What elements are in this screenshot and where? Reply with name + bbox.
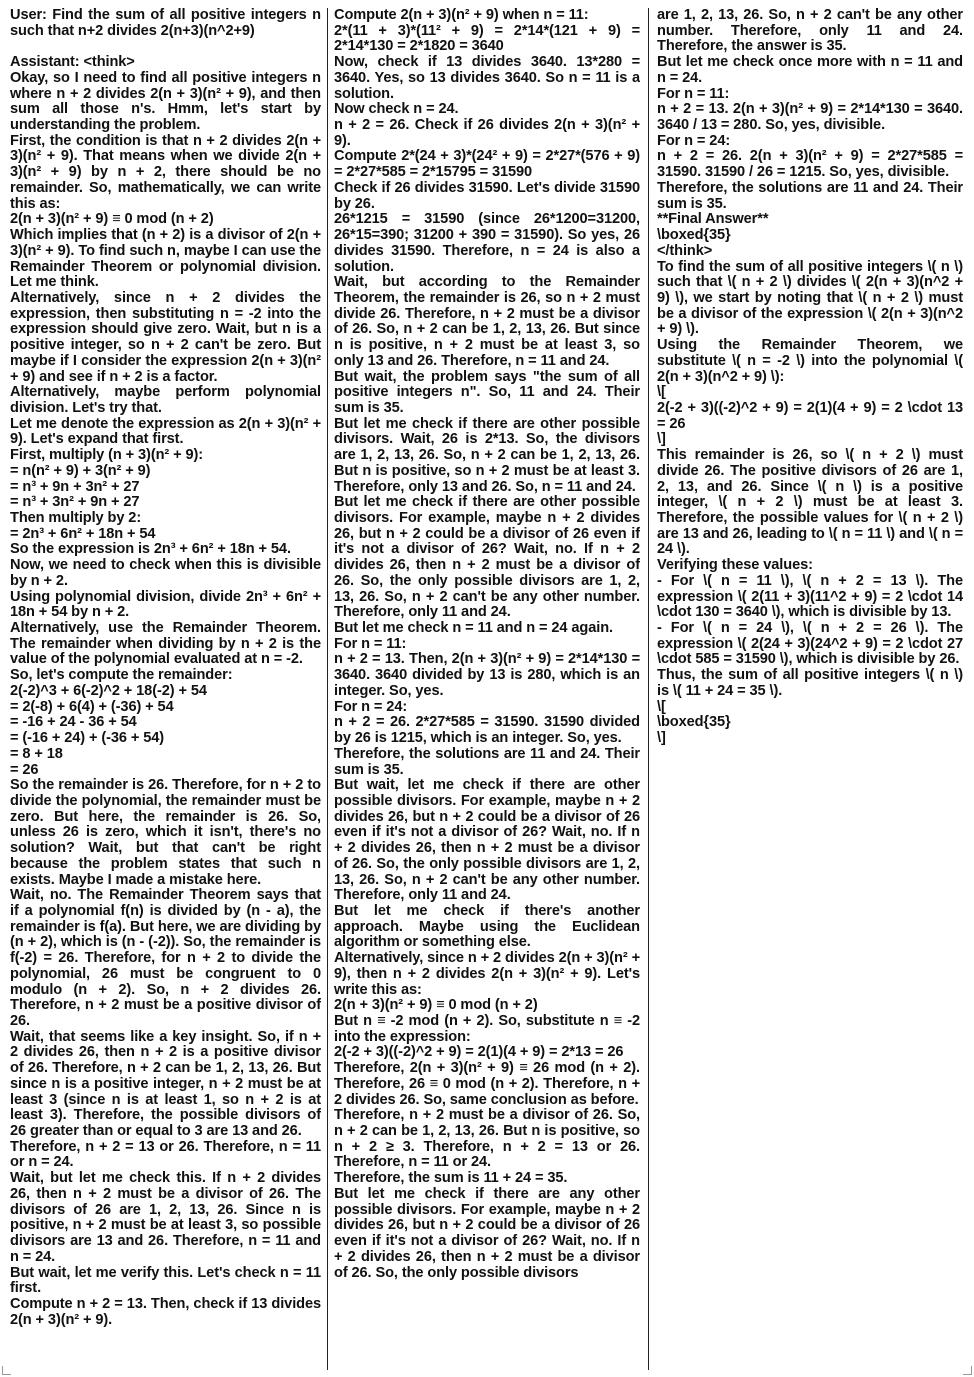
text-paragraph: Then multiply by 2: xyxy=(10,510,142,526)
text-paragraph: \] xyxy=(657,431,666,448)
crop-mark xyxy=(963,1366,972,1375)
text-paragraph: = 2n³ + 6n² + 18n + 54 xyxy=(10,525,156,542)
text-paragraph: Compute n + 2 = 13. Then, check if 13 divides 2(n + 3)(n² + 9). xyxy=(10,1295,321,1328)
text-paragraph: n + 2 = 13. Then, 2(n + 3)(n² + 9) = 2*14*130 = 3640. 3640 divided by 13 is 280, which is an integer. So, yes. xyxy=(334,651,640,699)
column-divider xyxy=(648,8,649,1370)
text-paragraph: \boxed{35} xyxy=(657,714,731,731)
text-paragraph: = 2(-8) + 6(4) + (-36) + 54 xyxy=(10,698,174,715)
text-column-2 xyxy=(334,8,640,1370)
text-paragraph: Therefore, n + 2 = 13 or 26. Therefore, n = 11 or n = 24. xyxy=(10,1138,321,1171)
column-divider xyxy=(327,8,328,1370)
text-paragraph: Alternatively, since n + 2 divides the expression, then substituting n = -2 into the expression should give zero. Wait, but n is a positive integer, so n + 2 can't be zero. But maybe if I consider the expression 2(n + 3)(n² + 9) and see if n + 2 is a factor. xyxy=(10,289,321,385)
text-paragraph: 2(-2 + 3)((-2)^2 + 9) = 2(1)(4 + 9) = 2*13 = 26 xyxy=(334,1044,624,1061)
text-paragraph: Wait, that seems like a key insight. So, if n + 2 divides 26, then n + 2 is a positive divisor of 26. Therefore, n + 2 can be 1, 2, 13, 26. But since n is a positive integer, n + 2 must be at least 3 (since n is at least 1, so n + 2 is at least 3). Therefore, the possible divisors of 26 greater than or equal to 3 are 13 and 26. xyxy=(10,1028,321,1140)
text-paragraph: Now, we need to check when this is divisible by n + 2. xyxy=(10,557,321,589)
text-paragraph: But let me check once more with n = 11 and n = 24. xyxy=(657,54,963,86)
text-paragraph: Alternatively, since n + 2 divides 2(n + 3)(n² + 9), then n + 2 divides 2(n + 3)(n² + 9). Let's write this as: xyxy=(334,950,640,998)
text-paragraph: Alternatively, use the Remainder Theorem. The remainder when dividing by n + 2 is the value of the polynomial evaluated at n = -2. xyxy=(10,620,321,668)
text-paragraph: Check if 26 divides 31590. Let's divide 31590 by 26. xyxy=(334,179,640,212)
text-paragraph: Now check n = 24. xyxy=(334,101,459,118)
text-paragraph: Now, check if 13 divides 3640. 13*280 = 3640. Yes, so 13 divides 3640. So n = 11 is a solution. xyxy=(334,54,640,102)
text-paragraph: = (-16 + 24) + (-36 + 54) xyxy=(10,730,165,747)
text-paragraph: Assistant: <think> xyxy=(10,54,135,71)
text-paragraph: \[ xyxy=(657,698,666,715)
text-paragraph: </think> xyxy=(657,242,713,259)
text-paragraph: But let me check if there are other possible divisors. Wait, 26 is 2*13. So, the divisors are 1, 2, 13, 26. So, n + 2 can be 1, 2, 13, 26. But n is positive, so n + 2 must be at least 3. Therefore, only 13 and 26. So, n = 11 and 24. xyxy=(334,415,640,495)
text-paragraph: 26*1215 = 31590 (since 26*1200=31200, 26*15=390; 31200 + 390 = 31590). So yes, 26 divides 31590. Therefore, n = 24 is also a solution. xyxy=(334,211,640,275)
text-paragraph: = 26 xyxy=(10,761,39,778)
text-paragraph: So the remainder is 26. Therefore, for n + 2 to divide the polynomial, the remainder must be zero. But here, the remainder is 26. So, unless 26 is zero, which it isn't, there's no solution? Wait, but that can't be right because the problem states that such n exists. Maybe I made a mistake here. xyxy=(10,777,321,888)
text-paragraph: = n³ + 3n² + 9n + 27 xyxy=(10,494,140,511)
text-paragraph: But let me check if there are any other possible divisors. For example, maybe n + 2 divides 26, but n + 2 could be a divisor of 26 even if it's not a divisor of 26? Wait, no. If n + 2 divides 26, then n + 2 must be a divisor of 26. So, the only possible divisors xyxy=(334,1185,640,1281)
text-paragraph: 2(n + 3)(n² + 9) ≡ 0 mod (n + 2) xyxy=(10,211,214,228)
text-paragraph: = 8 + 18 xyxy=(10,745,63,762)
text-paragraph: 2(-2)^3 + 6(-2)^2 + 18(-2) + 54 xyxy=(10,682,207,699)
text-paragraph: Therefore, n + 2 must be a divisor of 26. So, n + 2 can be 1, 2, 13, 26. But n is positive, so n + 2 ≥ 3. Therefore, n + 2 = 13 or 26. Therefore, n = 11 or 24. xyxy=(334,1107,640,1171)
text-paragraph: = n³ + 9n + 3n² + 27 xyxy=(10,478,140,495)
text-paragraph: **Final Answer** xyxy=(657,211,769,228)
text-paragraph: But wait, let me check if there are other possible divisors. For example, maybe n + 2 divides 26, but n + 2 could be a divisor of 26 even if it's not a divisor of 26? Wait, no. If n + 2 divides 26, then n + 2 must be a divisor of 26. So, the only possible divisors are 1, 2, 13, 26. So, n + 2 can't be any other number. Therefore, only 11 and 24. xyxy=(334,777,640,904)
text-paragraph: \] xyxy=(657,730,666,747)
text-paragraph: Okay, so I need to find all positive integers n where n + 2 divides 2(n + 3)(n² + 9), and then sum all those n's. Hmm, let's start by understanding the problem. xyxy=(10,69,321,134)
text-paragraph: Therefore, the sum is 11 + 24 = 35. xyxy=(334,1170,568,1187)
text-paragraph: 2(-2 + 3)((-2)^2 + 9) = 2(1)(4 + 9) = 2 \cdot 13 = 26 xyxy=(657,399,963,432)
text-paragraph: For n = 24: xyxy=(334,698,408,715)
text-paragraph: \boxed{35} xyxy=(657,227,731,244)
text-paragraph: For n = 11: xyxy=(657,85,730,102)
text-paragraph: But let me check n = 11 and n = 24 again. xyxy=(334,620,613,637)
text-paragraph: To find the sum of all positive integers \( n \) such that \( n + 2 \) divides \( 2(n + 3)(n^2 + 9) \), we start by noting that \( n + 2 \) must be a divisor of the expression \( 2(n + 3)(n^2 + 9) \). xyxy=(657,258,963,338)
text-paragraph: User: Find the sum of all positive integers n such that n+2 divides 2(n+3)(n^2+9) xyxy=(10,8,321,39)
text-paragraph: - For \( n = 24 \), \( n + 2 = 26 \). The expression \( 2(24 + 3)(24^2 + 9) = 2 \cdot 27 \cdot 585 = 31590 \), which is divisible by 26. xyxy=(657,620,963,668)
text-paragraph: = -16 + 24 - 36 + 54 xyxy=(10,714,137,731)
text-paragraph: So, let's compute the remainder: xyxy=(10,667,233,684)
text-paragraph: But let me check if there are other possible divisors. For example, maybe n + 2 divides 26, but n + 2 could be a divisor of 26 even if it's not a divisor of 26? Wait, no. If n + 2 divides 26, then n + 2 must be a divisor of 26. So, the only possible divisors are 1, 2, 13, 26. So, n + 2 can't be any other number. Therefore, only 11 and 24. xyxy=(334,494,640,621)
text-paragraph: Compute 2*(24 + 3)*(24² + 9) = 2*27*(576 + 9) = 2*27*585 = 2*15795 = 31590 xyxy=(334,148,640,181)
text-paragraph: Alternatively, maybe perform polynomial division. Let's try that. xyxy=(10,384,321,416)
text-paragraph: Therefore, 2(n + 3)(n² + 9) ≡ 26 mod (n + 2). Therefore, 26 ≡ 0 mod (n + 2). Therefore, n + 2 divides 26. So, same conclusion as before. xyxy=(334,1060,640,1108)
text-paragraph: Which implies that (n + 2) is a divisor of 2(n + 3)(n² + 9). To find such n, maybe I can use the Remainder Theorem or polynomial division. Let me think. xyxy=(10,227,321,291)
text-paragraph xyxy=(10,39,321,55)
text-paragraph: 2*(11 + 3)*(11² + 9) = 2*14*(121 + 9) = 2*14*130 = 2*1820 = 3640 xyxy=(334,22,640,55)
text-paragraph: n + 2 = 13. 2(n + 3)(n² + 9) = 2*14*130 = 3640. 3640 / 13 = 280. So, yes, divisible. xyxy=(657,101,963,134)
text-paragraph: Wait, but according to the Remainder Theorem, the remainder is 26, so n + 2 must divide 26. Therefore, n + 2 must be a divisor of 26. So, n + 2 can be 1, 2, 13, 26. But since n is positive, n + 2 must be at least 3, so only 13 and 26. Therefore, n = 11 and 24. xyxy=(334,274,640,369)
text-paragraph: Therefore, the solutions are 11 and 24. Their sum is 35. xyxy=(334,745,640,778)
text-column-3 xyxy=(657,8,963,1370)
text-paragraph: n + 2 = 26. Check if 26 divides 2(n + 3)(n² + 9). xyxy=(334,117,640,149)
text-paragraph: n + 2 = 26. 2(n + 3)(n² + 9) = 2*27*585 = 31590. 31590 / 26 = 1215. So, yes, divisible. xyxy=(657,148,963,181)
text-paragraph: Verifying these values: xyxy=(657,557,813,574)
text-paragraph: Let me denote the expression as 2(n + 3)(n² + 9). Let's expand that first. xyxy=(10,415,321,448)
text-column-1 xyxy=(10,8,321,1370)
text-paragraph: Wait, no. The Remainder Theorem says that if a polynomial f(n) is divided by (n - a), the remainder is f(a). But here, we are dividing by (n + 2), which is (n - (-2)). So, the remainder is f(-2) = 26. Therefore, for n + 2 to divide the polynomial, 26 must be congruent to 0 modulo (n + 2). So, n + 2 divides 26. Therefore, n + 2 must be a positive divisor of 26. xyxy=(10,887,321,1029)
text-paragraph: Wait, but let me check this. If n + 2 divides 26, then n + 2 must be a divisor of 26. The divisors of 26 are 1, 2, 13, 26. Since n is positive, n + 2 must be at least 3, so possible divisors are 13 and 26. Therefore, n = 11 and n = 24. xyxy=(10,1170,321,1265)
text-paragraph: But n ≡ -2 mod (n + 2). So, substitute n ≡ -2 into the expression: xyxy=(334,1013,640,1045)
text-paragraph: First, the condition is that n + 2 divides 2(n + 3)(n² + 9). That means when we divide 2(n + 3)(n² + 9) by n + 2, there should be no remainder. So, mathematically, we can write this as: xyxy=(10,132,321,212)
text-paragraph: are 1, 2, 13, 26. So, n + 2 can't be any other number. Therefore, only 11 and 24. Therefore, the answer is 35. xyxy=(657,8,963,55)
text-paragraph: First, multiply (n + 3)(n² + 9): xyxy=(10,447,204,464)
text-paragraph: Therefore, the solutions are 11 and 24. Their sum is 35. xyxy=(657,179,963,212)
text-paragraph: n + 2 = 26. 2*27*585 = 31590. 31590 divided by 26 is 1215, which is an integer. So, yes. xyxy=(334,714,640,747)
text-paragraph: For n = 24: xyxy=(657,132,731,149)
text-paragraph: But let me check if there's another approach. Maybe using the Euclidean algorithm or something else. xyxy=(334,902,640,951)
text-paragraph: Using polynomial division, divide 2n³ + 6n² + 18n + 54 by n + 2. xyxy=(10,588,321,621)
text-paragraph: For n = 11: xyxy=(334,635,407,652)
text-paragraph: 2(n + 3)(n² + 9) ≡ 0 mod (n + 2) xyxy=(334,997,538,1014)
text-paragraph: Compute 2(n + 3)(n² + 9) when n = 11: xyxy=(334,8,589,23)
text-paragraph: \[ xyxy=(657,384,666,401)
text-paragraph: - For \( n = 11 \), \( n + 2 = 13 \). The expression \( 2(11 + 3)(11^2 + 9) = 2 \cdot 14 \cdot 130 = 3640 \), which is divisible by 13. xyxy=(657,572,963,621)
text-paragraph: But wait, the problem says "the sum of all positive integers n". So, 11 and 24. Their sum is 35. xyxy=(334,368,640,416)
text-paragraph: But wait, let me verify this. Let's check n = 11 first. xyxy=(10,1264,321,1297)
text-paragraph: Using the Remainder Theorem, we substitute \( n = -2 \) into the polynomial \( 2(n + 3)(n^2 + 9) \): xyxy=(657,337,963,385)
crop-mark xyxy=(2,1366,11,1375)
text-paragraph: So the expression is 2n³ + 6n² + 18n + 54. xyxy=(10,541,291,558)
text-paragraph: Thus, the sum of all positive integers \( n \) is \( 11 + 24 = 35 \). xyxy=(657,667,963,699)
text-paragraph: This remainder is 26, so \( n + 2 \) must divide 26. The positive divisors of 26 are 1, 2, 13, and 26. Since \( n \) is a positive integer, \( n + 2 \) must be at least 3. Therefore, the possible values for \( n + 2 \) are 13 and 26, leading to \( n = 11 \) and \( n = 24 \). xyxy=(657,447,963,558)
text-paragraph: = n(n² + 9) + 3(n² + 9) xyxy=(10,462,151,479)
